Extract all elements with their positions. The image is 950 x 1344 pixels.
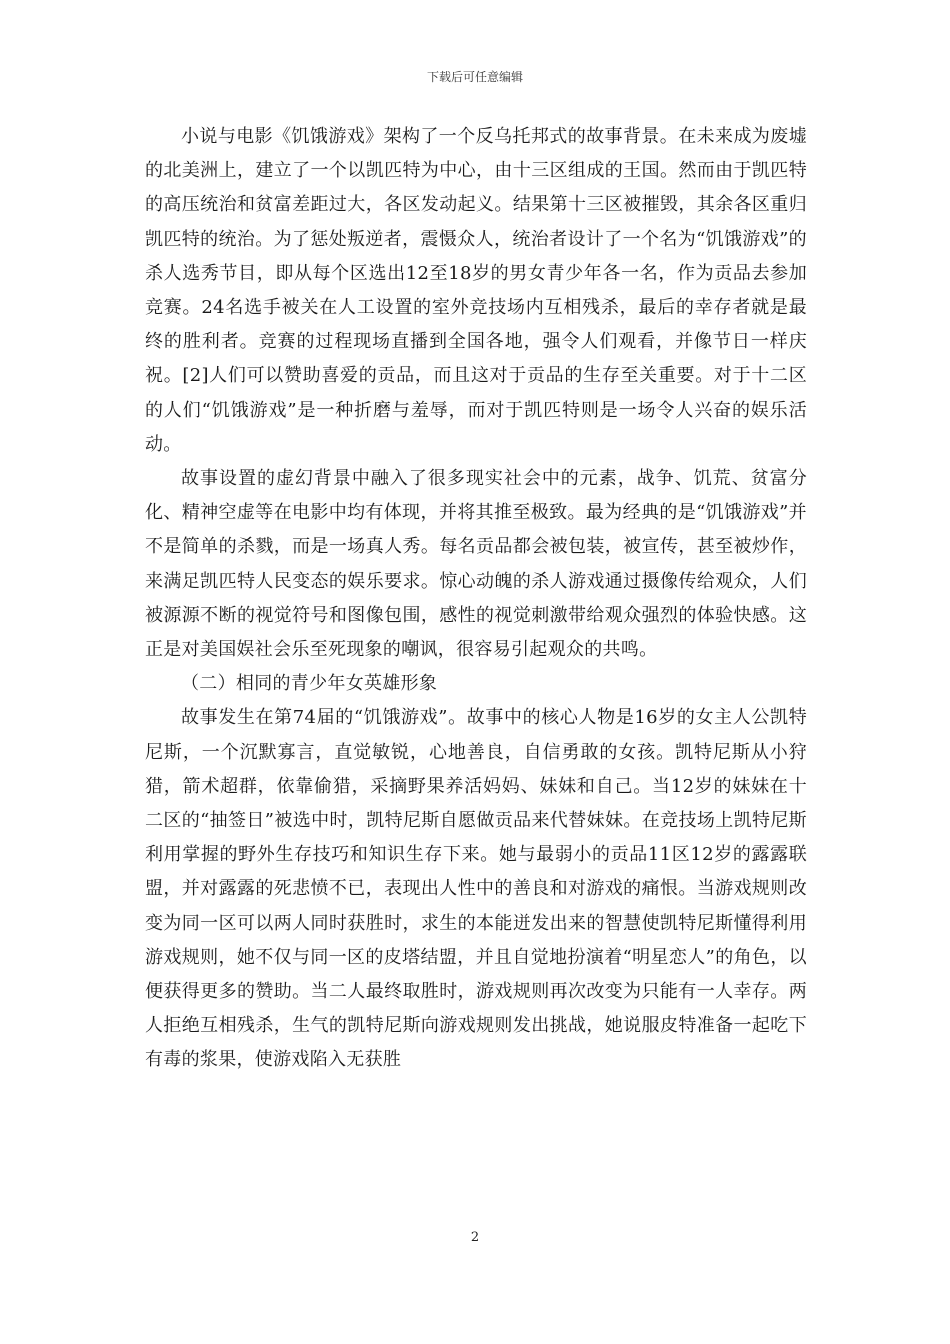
paragraph-3: 故事发生在第74届的“饥饿游戏”。故事中的核心人物是16岁的女主人公凯特尼斯，一个沉默寡言，直觉敏锐，心地善良，自信勇敢的女孩。凯特尼斯从小狩猎，箭术超群，依靠偷猎，采摘野果养活妈妈、妹妹和自己。当12岁的妹妹在十二区的“抽签日”被选中时，凯特尼斯自愿做贡品来代替妹妹。在竞技场上凯特尼斯利用掌握的野外生存技巧和知识生存下来。她与最弱小的贡品11区12岁的露露联盟，并对露露的死悲愤不已，表现出人性中的善良和对游戏的痛恨。当游戏规则改变为同一区可以两人同时获胜时，求生的本能迸发出来的智慧使凯特尼斯懂得利用游戏规则，她不仅与同一区的皮塔结盟，并且自觉地扮演着“明星恋人”的角色，以便获得更多的赞助。当二人最终取胜时，游戏规则再次改变为只能有一人幸存。两人拒绝互相残杀，生气的凯特尼斯向游戏规则发出挑战，她说服皮特准备一起吃下有毒的浆果，使游戏陷入无获胜 bbox=[145, 707, 807, 1071]
paragraph-1: 小说与电影《饥饿游戏》架构了一个反乌托邦式的故事背景。在未来成为废墟的北美洲上，建立了一个以凯匹特为中心，由十三区组成的王国。然而由于凯匹特的高压统治和贫富差距过大，各区发动起义。结果第十三区被摧毁，其余各区重归凯匹特的统治。为了惩处叛逆者，震慑众人，统治者设计了一个名为“饥饿游戏”的杀人选秀节目，即从每个区选出12至18岁的男女青少年各一名，作为贡品去参加竞赛。24名选手被关在人工设置的室外竞技场内互相残杀，最后的幸存者就是最终的胜利者。竞赛的过程现场直播到全国各地，强令人们观看，并像节日一样庆祝。[2]人们可以赞助喜爱的贡品，而且这对于贡品的生存至关重要。对于十二区的人们“饥饿游戏”是一种折磨与羞辱，而对于凯匹特则是一场令人兴奋的娱乐活动。 bbox=[145, 126, 807, 455]
page-header: 下载后可任意编辑 bbox=[426, 70, 523, 84]
paragraph-2: 故事设置的虚幻背景中融入了很多现实社会中的元素，战争、饥荒、贫富分化、精神空虚等在电影中均有体现，并将其推至极致。最为经典的是“饥饿游戏”并不是简单的杀戮，而是一场真人秀。每名贡品都会被包装，被宣传，甚至被炒作，来满足凯匹特人民变态的娱乐要求。惊心动魄的杀人游戏通过摄像传给观众，人们被源源不断的视觉符号和图像包围，感性的视觉刺激带给观众强烈的体验快感。这正是对美国娱社会乐至死现象的嘲讽，很容易引起观众的共鸣。 bbox=[145, 468, 807, 661]
section-heading: （二）相同的青少年女英雄形象 bbox=[181, 673, 438, 695]
document-body bbox=[145, 120, 807, 1078]
page-number: 2 bbox=[470, 1230, 480, 1245]
